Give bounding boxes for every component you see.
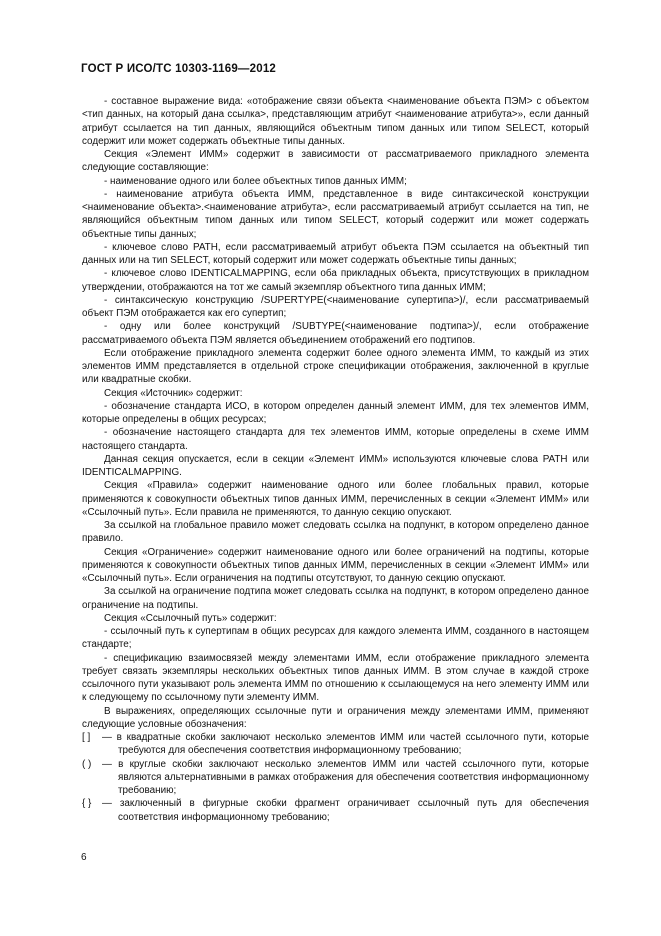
paragraph: Секция «Правила» содержит наименование одного или более глобальных правил, которые применяются к совокупности объектных типов данных ИММ, перечисленных в секции «Элемент ИММ» или «Ссылочный путь». Если правила не применяются, то данную секцию опускают. [82,480,589,518]
symbol-text: — в круглые скобки заключают несколько элементов ИММ или частей ссылочного пути, которые являются альтернативными в рамках отображения для обеспечения соответствия информационному требованию; [102,758,589,796]
paragraph: Секция «Источник» содержит: [104,387,243,399]
page-number: 6 [81,852,87,863]
paragraph: В выражениях, определяющих ссылочные пути и ограничения между элементами ИММ, применяют следующие условные обозначения: [82,705,589,730]
list-item: - одну или более конструкций /SUBTYPE(<наименование подтипа>)/, если отображение рассматриваемого объекта ПЭМ является объединением отображений его подтипов. [82,321,589,346]
paragraph: Секция «Элемент ИММ» содержит в зависимости от рассматриваемого прикладного элемента следующие составляющие: [82,149,589,174]
symbol-mark: ( ) [82,758,92,770]
symbol-mark: { } [82,798,92,810]
symbol-mark: [ ] [82,732,91,743]
paragraph: Данная секция опускается, если в секции «Элемент ИММ» используются ключевые слова PATH или IDENTICALMAPPING. [82,453,589,478]
symbol-definition-round-brackets [82,758,589,798]
paragraph: За ссылкой на ограничение подтипа может следовать ссылка на подпункт, в котором определено данное ограничение на подтипы. [82,586,589,611]
list-item: - наименование атрибута объекта ИММ, представленное в виде синтаксической конструкции <наименование объекта>.<наименование атрибута>, если рассматриваемый атрибут ссылается на тип, не являющийся объектным типом данных или типом SELECT, который содержит или может содержать объектные типы данных; [82,188,589,240]
list-item: - обозначение стандарта ИСО, в котором определен данный элемент ИММ, для тех элементов ИММ, которые определены в общих ресурсах; [82,400,589,425]
paragraph: - составное выражение вида: «отображение связи объекта <наименование объекта ПЭМ> с объектом <тип данных, на который дана ссылка>, представляющим атрибут <наименование атрибута>», если данный атрибут ссылается на тип данных, являющийся объектным типом данных или типом SELECT, который содержит или может содержать объектные типы данных. [82,96,589,147]
paragraph: За ссылкой на глобальное правило может следовать ссылка на подпункт, в котором определено данное правило. [82,520,589,545]
list-item: - спецификацию взаимосвязей между элементами ИММ, если отображение прикладного элемента требует связать экземпляры нескольких объектных типов данных ИММ. В этом случае в каждой строке ссылочного пути указывают роль элемента ИММ по отношению к ссылающемуся на него элементу ИММ или к следующему по ссылочному пути элементу ИММ. [82,652,589,704]
symbol-definition-square-brackets [82,731,589,758]
paragraph: Секция «Ссылочный путь» содержит: [104,612,277,624]
list-item: - наименование одного или более объектных типов данных ИММ; [104,175,407,187]
symbol-text: — в квадратные скобки заключают несколько элементов ИММ или частей ссылочного пути, которые требуются для обеспечения соответствия информационному требованию; [102,732,589,757]
list-item: - ключевое слово IDENTICALMAPPING, если оба прикладных объекта, присутствующих в прикладном утверждении, отображаются на тот же самый экземпляр объектного типа данных ИММ; [82,268,589,293]
paragraph: Секция «Ограничение» содержит наименование одного или более ограничений на подтипы, которые применяются к совокупности объектных типов данных ИММ, перечисленных в секции «Элемент ИММ» или «Ссылочный путь». Если ограничения на подтипы отсутствуют, то данную секцию опускают. [82,546,589,584]
list-item: - ссылочный путь к супертипам в общих ресурсах для каждого элемента ИММ, созданного в настоящем стандарте; [82,626,589,651]
list-item: - синтаксическую конструкцию /SUPERTYPE(<наименование супертипа>)/, если рассматриваемый объект ПЭМ отображается как его супертип; [82,294,589,319]
document-header: ГОСТ Р ИСО/ТС 10303-1169—2012 [81,63,277,75]
symbol-text: — заключенный в фигурные скобки фрагмент ограничивает ссылочный путь для обеспечения соответствия информационному требованию; [102,798,589,823]
list-item: - ключевое слово PATH, если рассматриваемый атрибут объекта ПЭМ ссылается на объектный тип данных или на тип SELECT, который содержит или может содержать объектные типы данных; [82,241,589,266]
paragraph: Если отображение прикладного элемента содержит более одного элемента ИММ, то каждый из этих элементов ИММ представляется в отдельной строке спецификации отображения, заключенной в круглые или квадратные скобки. [82,347,589,386]
list-item: - обозначение настоящего стандарта для тех элементов ИММ, которые определены в схеме ИММ настоящего стандарта. [82,427,589,452]
page-body [82,95,589,824]
symbol-definition-curly-brackets [82,797,589,824]
